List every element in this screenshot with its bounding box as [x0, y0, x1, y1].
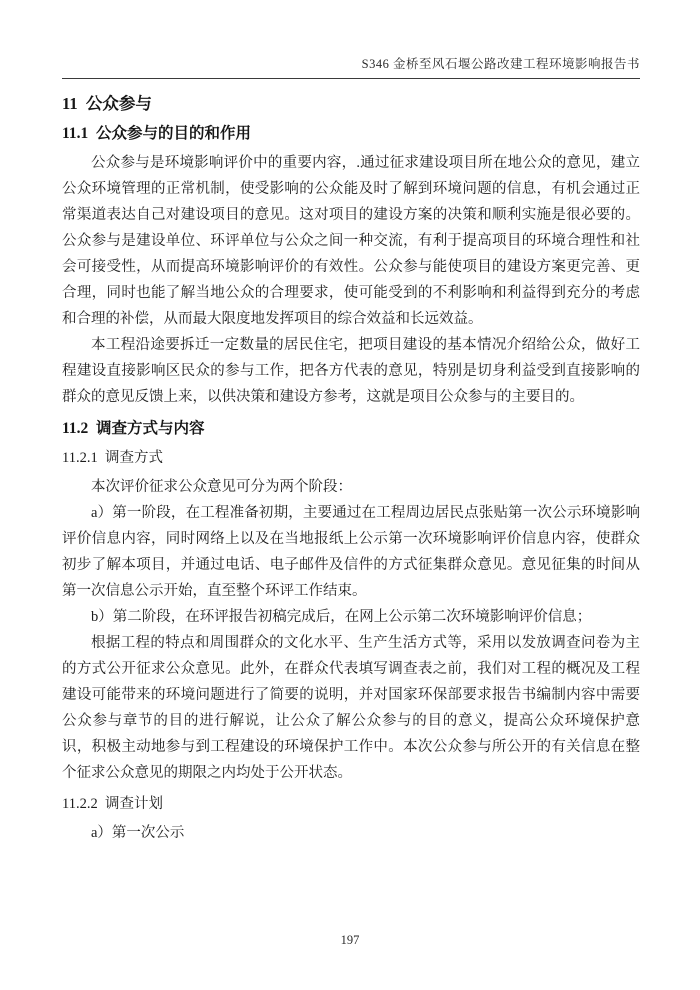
- paragraph-stage-a: a）第一阶段，在工程准备初期，主要通过在工程周边居民点张贴第一次公示环境影响评价信息内容，同时网络上以及在当地报纸上公示第一次环境影响评价信息内容，使群众初步了解本项目，并通过电话、电子邮件及信件的方式征集群众意见。意见征集的时间从第一次信息公示开始，直至整个环评工作结束。: [62, 505, 640, 599]
- document-content: [62, 92, 640, 846]
- section-heading-11-2: 11.2 调查方式与内容: [62, 420, 205, 437]
- paragraph-two-stages-intro: 本次评价征求公众意见可分为两个阶段：: [91, 479, 352, 495]
- paragraph-purpose-2: 本工程沿途要拆迁一定数量的居民住宅，把项目建设的基本情况介绍给公众，做好工程建设直接影响区民众的参与工作，把各方代表的意见，特别是切身利益受到直接影响的群众的意见反馈上来，以供决策和建设方参考，这就是项目公众参与的主要目的。: [62, 337, 640, 405]
- paragraph-first-publicity: a）第一次公示: [91, 825, 185, 841]
- section-heading-11: 11 公众参与: [62, 94, 152, 113]
- paragraph-survey-method: 根据工程的特点和周围群众的文化水平、生产生活方式等，采用以发放调查问卷为主的方式公开征求公众意见。此外，在群众代表填写调查表之前，我们对工程的概况及工程建设可能带来的环境问题进行了简要的说明，并对国家环保部要求报告书编制内容中需要公众参与章节的目的进行解说，让公众了解公众参与的目的意义，提高公众环境保护意识，积极主动地参与到工程建设的环境保护工作中。本次公众参与所公开的有关信息在整个征求公众意见的期限之内均处于公开状态。: [62, 635, 640, 781]
- paragraph-stage-b: b）第二阶段，在环评报告初稿完成后，在网上公示第二次环境影响评价信息；: [91, 609, 592, 625]
- section-heading-11-2-2: 11.2.2 调查计划: [62, 796, 163, 812]
- section-heading-11-1: 11.1 公众参与的目的和作用: [62, 125, 252, 142]
- paragraph-purpose-1: 公众参与是环境影响评价中的重要内容，.通过征求建设项目所在地公众的意见，建立公众环境管理的正常机制，使受影响的公众能及时了解到环境问题的信息，有机会通过正常渠道表达自己对建设项目的意见。这对项目的建设方案的决策和顺利实施是很必要的。公众参与是建设单位、环评单位与公众之间一种交流，有利于提高项目的环境合理性和社会可接受性，从而提高环境影响评价的有效性。公众参与能使项目的建设方案更完善、更合理，同时也能了解当地公众的合理要求，使可能受到的不利影响和利益得到充分的考虑和合理的补偿，从而最大限度地发挥项目的综合效益和长远效益。: [62, 155, 640, 327]
- running-header-title: S346 金桥至风石堰公路改建工程环境影响报告书: [361, 57, 640, 71]
- page-number: 197: [340, 933, 360, 947]
- section-heading-11-2-1: 11.2.1 调查方式: [62, 450, 163, 466]
- header-rule: [62, 78, 640, 79]
- spacer: [62, 410, 640, 414]
